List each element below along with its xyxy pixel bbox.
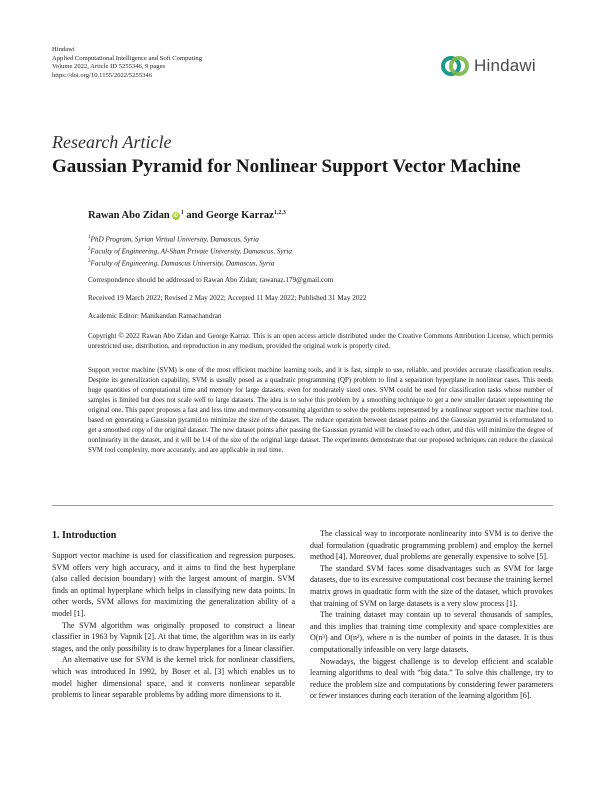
- affiliation-text: Faculty of Engineering, Damascus University, Damascus, Syria: [90, 259, 275, 268]
- author-affiliation-marker: 1: [180, 210, 184, 216]
- paragraph: The standard SVM faces some disadvantages such as SVM for large datasets, due to its excessive computational cost because the training kernel matrix grows in quadratic form with the size of the dataset, which provokes that training of SVM on large datasets is a very slow process [1].: [310, 563, 553, 608]
- affiliation-item: [88, 245, 292, 257]
- logo-text: Hindawi: [474, 56, 536, 75]
- author-name: Rawan Abo Zidan: [88, 210, 170, 221]
- affiliation-text: Faculty of Engineering, Al-Sham Private University, Damascus, Syria: [90, 247, 292, 256]
- author-name: George Karraz: [205, 210, 274, 221]
- affiliation-item: [88, 257, 292, 269]
- paper-title: Gaussian Pyramid for Nonlinear Support Vector Machine: [52, 156, 521, 177]
- affiliation-text: PhD Program, Syrian Virtual University, Damascus, Syria: [90, 235, 259, 244]
- paragraph: The classical way to incorporate nonlinearity into SVM is to derive the dual formulation (quadratic programming problem) and employ the kernel method [4]. Moreover, dual problems are generally expensive to solve [5].: [310, 529, 553, 562]
- paragraph: The training dataset may contain up to several thousands of samples, and this implies that training time complexity and space complexities are O(n³) and O(n²), where n is the number of points in the dataset. It is thus computationally infeasible on very large datasets.: [310, 610, 553, 654]
- paragraph: Nowadays, the biggest challenge is to develop efficient and scalable learning algorithms to deal with “big data.” To solve this challenge, try to reduce the problem size and computations by considering fewer parameters or fewer instances during each iteration of the learning algorithm [6].: [310, 656, 553, 701]
- abstract: Support vector machine (SVM) is one of the most efficient machine learning tools, and it is fast, simple to use, reliable, and provides accurate classification results. Despite its generalization capability, SVM is usually posed as a quadratic programming (QP) problem to find a separation hyperplane in nonlinear cases. This needs huge quantities of computational time and memory for large datasets, even for moderately sized ones. SVM could be used for classification tasks whose number of samples is limited but does not scale well to large datasets. The idea is to solve this problem by a smoothing technique to get a new smaller dataset representing the original one. This paper proposes a fast and less time and memory-consuming algorithm to solve the problems represented by a nonlinear support vector machine tool, based on generating a Gaussian pyramid to minimize the size of the dataset. The reduce operation between dataset points and the Gaussian pyramid is reformulated to get a smoothed copy of the original dataset. The new dataset points after passing the Gaussian pyramid will be closed to each other, and this will minimize the degree of nonlinearity in the dataset, and it will be 1/4 of the size of the original large dataset. The experiments demonstrate that our proposed techniques can reduce the classical SVM tool complexity, more accurately, and are applicable in real time.: [88, 367, 553, 455]
- journal-header: [52, 46, 202, 80]
- journal-name: Applied Computational Intelligence and Soft Computing: [52, 54, 202, 62]
- affiliation-item: [88, 233, 292, 245]
- author-line: [88, 210, 286, 221]
- body-column-left: [52, 528, 295, 701]
- academic-editor: Academic Editor: Manikandan Ramachandran: [88, 312, 222, 320]
- hindawi-logo-icon: [440, 51, 470, 81]
- article-type: Research Article: [52, 132, 172, 152]
- paragraph: An alternative use for SVM is the kernel trick for nonlinear classifiers, which was introduced In 1992, by Boser et al. [3] which enables us to model higher dimensional space, and it converts nonlinear separable problems to linear separable problems by adding more dimensions to it.: [52, 655, 295, 700]
- affiliations: [88, 233, 292, 270]
- section-heading: 1. Introduction: [52, 530, 117, 541]
- affiliation-number: 2: [88, 247, 91, 253]
- orcid-icon[interactable]: iD: [173, 213, 179, 219]
- author-affiliation-marker: 1,2,3: [273, 210, 286, 216]
- section-divider: [52, 505, 553, 506]
- paragraph: The SVM algorithm was originally proposed to construct a linear classifier in 1963 by Vapnik [2]. At that time, the algorithm was in its early stages, and the only possibility is to draw hyperplanes for a linear classifier.: [52, 620, 295, 653]
- affiliation-number: 1: [88, 235, 91, 240]
- paragraph: Support vector machine is used for classification and regression purposes. SVM offers very high accuracy, and it aims to find the best hyperplane (also called decision boundary) with the largest amount of margin. SVM finds an optimal hyperplane which helps in classifying new data points. In other words, SVM allows for maximizing the generalization ability of a model [1].: [52, 551, 295, 618]
- copyright-notice: Copyright © 2022 Rawan Abo Zidan and George Karraz. This is an open access article distributed under the Creative Commons Attribution License, which permits unrestricted use, distribution, and reproduction in any medium, provided the original work is properly cited.: [88, 332, 553, 350]
- publication-dates: Received 19 March 2022; Revised 2 May 2022; Accepted 11 May 2022; Published 31 May 2022: [88, 294, 367, 302]
- hindawi-logo: [440, 46, 552, 86]
- author-conjunction: and: [183, 210, 206, 221]
- doi-link[interactable]: https://doi.org/10.1155/2022/5255346: [52, 71, 153, 79]
- body-column-right: [310, 528, 553, 702]
- affiliation-number: 3: [88, 259, 91, 265]
- correspondence: Correspondence should be addressed to Rawan Abo Zidan; rawanaz.179@gmail.com: [88, 276, 334, 284]
- publisher-name: Hindawi: [52, 46, 75, 53]
- volume-line: Volume 2022, Article ID 5255346, 9 pages: [52, 63, 166, 71]
